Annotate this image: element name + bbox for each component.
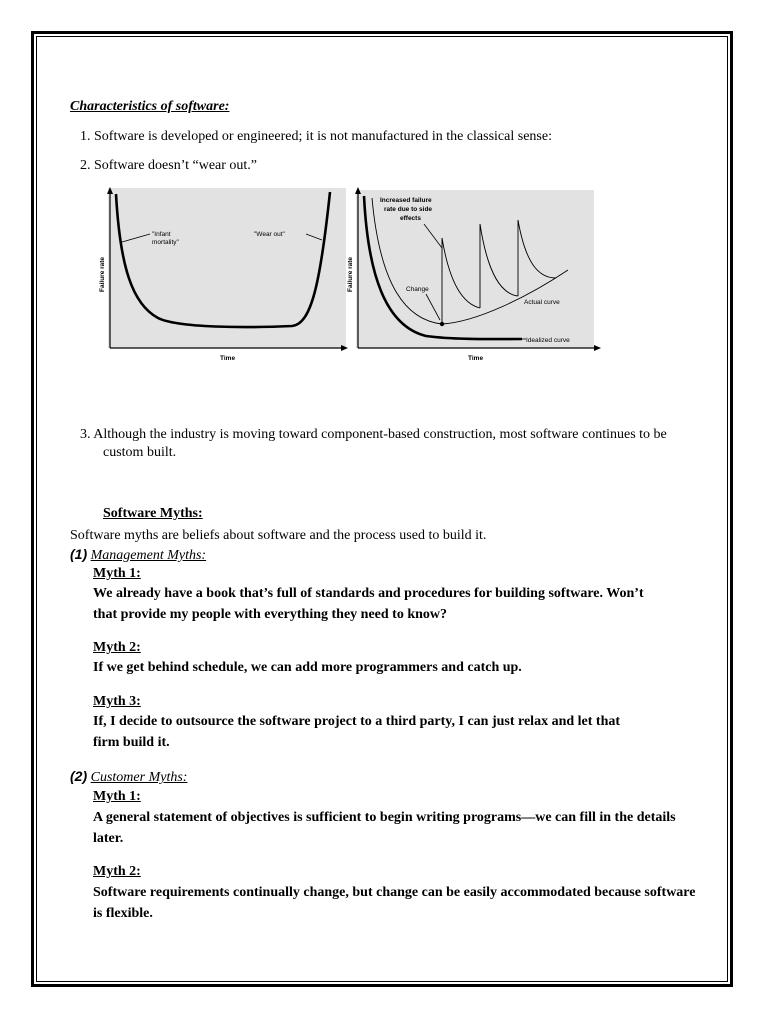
label-infant-2: mortality" [152,239,179,246]
cust-myth1-line1: A general statement of objectives is sufficient to begin writing programs—we can fill in the details [93,810,676,825]
characteristic-1: 1. Software is developed or engineered; it is not manufactured in the classical sense: [80,129,552,144]
annotation-1: Increased failure [380,197,432,204]
change-point [440,322,444,326]
chart-background [108,188,346,348]
x-label: Time [468,355,484,362]
mgmt-myth3-line1: If, I decide to outsource the software project to a third party, I can just relax and let that [93,714,621,729]
management-title: Management Myths: [90,548,207,563]
x-label: Time [220,355,236,362]
characteristic-3-cont: custom built. [103,445,177,460]
label-idealized: Idealized curve [526,337,570,344]
management-number: (1) [70,546,88,562]
annotation-2: rate due to side [384,206,433,213]
x-axis-arrow [594,345,601,351]
cust-myth2-line2: is flexible. [93,906,153,921]
mgmt-myth1-label: Myth 1: [93,566,141,581]
cust-myth2-label: Myth 2: [93,864,141,879]
characteristic-2: 2. Software doesn’t “wear out.” [80,158,258,173]
customer-title: Customer Myths: [90,770,188,785]
cust-myth1-label: Myth 1: [93,789,141,804]
characteristic-3: 3. Although the industry is moving toward component-based construction, most software continues to be [80,427,667,442]
mgmt-myth1-line2: that provide my people with everything they need to know? [93,607,448,622]
mgmt-myth1-line1: We already have a book that’s full of standards and procedures for building software. Won’t [93,586,644,601]
myths-intro: Software myths are beliefs about software and the process used to build it. [70,528,487,543]
management-heading [70,545,206,565]
label-change: Change [406,286,429,293]
failure-curve-software [346,186,602,368]
failure-curve-hardware [96,186,348,368]
cust-myth2-line1: Software requirements continually change, but change can be easily accommodated because software [93,885,696,900]
label-infant-1: "Infant [152,231,171,238]
annotation-3: effects [400,215,421,222]
mgmt-myth2-label: Myth 2: [93,640,141,655]
cust-myth1-line2: later. [93,831,124,846]
myths-heading: Software Myths: [103,506,203,521]
label-wearout: "Wear out" [254,231,285,238]
label-actual: Actual curve [524,299,560,306]
mgmt-myth3-line2: firm build it. [93,735,170,750]
chart-background [356,190,594,348]
customer-heading [70,767,187,787]
customer-number: (2) [70,768,88,784]
mgmt-myth2-text: If we get behind schedule, we can add more programmers and catch up. [93,660,522,675]
y-label: Failure rate [99,256,106,292]
characteristics-heading: Characteristics of software: [70,99,230,114]
y-label: Failure rate [347,256,354,292]
mgmt-myth3-label: Myth 3: [93,694,141,709]
